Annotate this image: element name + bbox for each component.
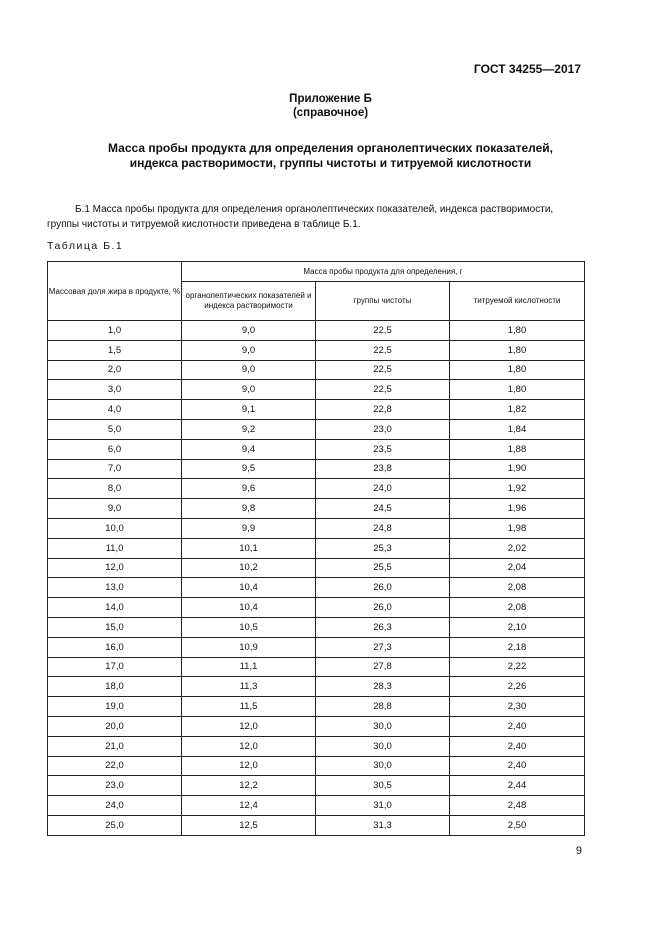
cell-organoleptic: 9,2 [182, 419, 316, 439]
cell-titratable-acidity: 2,40 [450, 736, 585, 756]
table-row [48, 479, 585, 499]
cell-purity-group: 30,0 [316, 736, 450, 756]
cell-titratable-acidity: 2,22 [450, 657, 585, 677]
cell-organoleptic: 11,1 [182, 657, 316, 677]
cell-organoleptic: 12,0 [182, 736, 316, 756]
table-row [48, 499, 585, 519]
table-row [48, 637, 585, 657]
cell-organoleptic: 9,8 [182, 499, 316, 519]
cell-purity-group: 27,3 [316, 637, 450, 657]
cell-titratable-acidity: 2,10 [450, 617, 585, 637]
table-row [48, 360, 585, 380]
intro-paragraph: Б.1 Масса пробы продукта для определения органолептических показателей, индекса растворимости, группы чистоты и титруемой кислотности приведена в таблице Б.1. [47, 204, 554, 230]
cell-purity-group: 26,0 [316, 578, 450, 598]
table-row [48, 439, 585, 459]
cell-organoleptic: 10,5 [182, 617, 316, 637]
header-purity-group: группы чистоты [316, 282, 450, 321]
cell-titratable-acidity: 1,82 [450, 400, 585, 420]
cell-purity-group: 23,0 [316, 419, 450, 439]
cell-titratable-acidity: 2,40 [450, 756, 585, 776]
cell-organoleptic: 10,4 [182, 598, 316, 618]
cell-fat-fraction: 11,0 [48, 538, 182, 558]
table-row [48, 380, 585, 400]
cell-organoleptic: 12,0 [182, 756, 316, 776]
cell-organoleptic: 9,1 [182, 400, 316, 420]
cell-titratable-acidity: 2,08 [450, 598, 585, 618]
table-row [48, 776, 585, 796]
table-row [48, 518, 585, 538]
cell-purity-group: 30,5 [316, 776, 450, 796]
cell-titratable-acidity: 1,80 [450, 380, 585, 400]
cell-titratable-acidity: 1,80 [450, 340, 585, 360]
cell-titratable-acidity: 2,08 [450, 578, 585, 598]
table-label: Таблица Б.1 [47, 240, 124, 252]
cell-titratable-acidity: 1,80 [450, 321, 585, 341]
table-row [48, 459, 585, 479]
cell-titratable-acidity: 2,48 [450, 796, 585, 816]
table-row [48, 617, 585, 637]
table-row [48, 657, 585, 677]
cell-purity-group: 22,5 [316, 360, 450, 380]
cell-purity-group: 24,0 [316, 479, 450, 499]
cell-purity-group: 31,3 [316, 815, 450, 835]
cell-organoleptic: 9,4 [182, 439, 316, 459]
cell-organoleptic: 11,5 [182, 697, 316, 717]
cell-titratable-acidity: 1,80 [450, 360, 585, 380]
cell-fat-fraction: 3,0 [48, 380, 182, 400]
cell-fat-fraction: 6,0 [48, 439, 182, 459]
cell-fat-fraction: 24,0 [48, 796, 182, 816]
header-fat-fraction: Массовая доля жира в продукте, % [48, 262, 182, 321]
cell-fat-fraction: 1,0 [48, 321, 182, 341]
cell-fat-fraction: 9,0 [48, 499, 182, 519]
cell-fat-fraction: 18,0 [48, 677, 182, 697]
cell-organoleptic: 11,3 [182, 677, 316, 697]
appendix-subtitle: (справочное) [292, 107, 369, 119]
cell-fat-fraction: 23,0 [48, 776, 182, 796]
cell-fat-fraction: 2,0 [48, 360, 182, 380]
cell-titratable-acidity: 1,84 [450, 419, 585, 439]
cell-purity-group: 23,8 [316, 459, 450, 479]
cell-fat-fraction: 15,0 [48, 617, 182, 637]
cell-titratable-acidity: 2,50 [450, 815, 585, 835]
table-row [48, 736, 585, 756]
cell-organoleptic: 12,5 [182, 815, 316, 835]
table-row [48, 716, 585, 736]
cell-purity-group: 25,3 [316, 538, 450, 558]
cell-titratable-acidity: 1,98 [450, 518, 585, 538]
cell-organoleptic: 12,4 [182, 796, 316, 816]
cell-purity-group: 24,8 [316, 518, 450, 538]
appendix-heading [0, 92, 661, 120]
cell-purity-group: 22,8 [316, 400, 450, 420]
cell-organoleptic: 9,9 [182, 518, 316, 538]
cell-fat-fraction: 10,0 [48, 518, 182, 538]
table-row [48, 538, 585, 558]
document-title [0, 141, 661, 171]
cell-organoleptic: 10,1 [182, 538, 316, 558]
cell-fat-fraction: 21,0 [48, 736, 182, 756]
cell-organoleptic: 9,0 [182, 321, 316, 341]
standard-number: ГОСТ 34255—2017 [473, 62, 581, 76]
sample-mass-table [47, 261, 585, 836]
cell-purity-group: 22,5 [316, 340, 450, 360]
header-titratable-acidity: титруемой кислотности [450, 282, 585, 321]
title-line-2: индекса растворимости, группы чистоты и титруемой кислотности [129, 156, 532, 170]
cell-titratable-acidity: 2,44 [450, 776, 585, 796]
header-sample-mass-group: Масса пробы продукта для определения, г [182, 262, 585, 282]
cell-purity-group: 25,5 [316, 558, 450, 578]
cell-fat-fraction: 17,0 [48, 657, 182, 677]
cell-fat-fraction: 20,0 [48, 716, 182, 736]
cell-titratable-acidity: 2,40 [450, 716, 585, 736]
cell-titratable-acidity: 2,18 [450, 637, 585, 657]
cell-fat-fraction: 19,0 [48, 697, 182, 717]
cell-purity-group: 27,8 [316, 657, 450, 677]
cell-titratable-acidity: 2,02 [450, 538, 585, 558]
cell-organoleptic: 9,5 [182, 459, 316, 479]
cell-organoleptic: 9,6 [182, 479, 316, 499]
header-organoleptic: органолептических показателей и индекса растворимости [182, 282, 316, 321]
cell-purity-group: 22,5 [316, 321, 450, 341]
cell-purity-group: 26,3 [316, 617, 450, 637]
cell-organoleptic: 9,0 [182, 360, 316, 380]
cell-titratable-acidity: 2,30 [450, 697, 585, 717]
cell-fat-fraction: 4,0 [48, 400, 182, 420]
cell-fat-fraction: 14,0 [48, 598, 182, 618]
cell-fat-fraction: 25,0 [48, 815, 182, 835]
table-body [48, 321, 585, 836]
table-row [48, 321, 585, 341]
cell-purity-group: 23,5 [316, 439, 450, 459]
table-row [48, 558, 585, 578]
cell-fat-fraction: 16,0 [48, 637, 182, 657]
table-row [48, 400, 585, 420]
cell-titratable-acidity: 1,90 [450, 459, 585, 479]
cell-purity-group: 28,3 [316, 677, 450, 697]
cell-organoleptic: 12,0 [182, 716, 316, 736]
cell-purity-group: 30,0 [316, 716, 450, 736]
cell-organoleptic: 10,9 [182, 637, 316, 657]
cell-organoleptic: 10,2 [182, 558, 316, 578]
cell-purity-group: 26,0 [316, 598, 450, 618]
title-line-1: Масса пробы продукта для определения органолептических показателей, [108, 141, 553, 155]
cell-organoleptic: 12,2 [182, 776, 316, 796]
table-row [48, 815, 585, 835]
table-row [48, 578, 585, 598]
cell-titratable-acidity: 2,26 [450, 677, 585, 697]
cell-titratable-acidity: 2,04 [450, 558, 585, 578]
table-row [48, 756, 585, 776]
table-row [48, 677, 585, 697]
cell-organoleptic: 9,0 [182, 340, 316, 360]
table-row [48, 697, 585, 717]
appendix-title: Приложение Б [289, 93, 372, 105]
cell-fat-fraction: 12,0 [48, 558, 182, 578]
cell-fat-fraction: 5,0 [48, 419, 182, 439]
cell-fat-fraction: 1,5 [48, 340, 182, 360]
cell-fat-fraction: 8,0 [48, 479, 182, 499]
cell-fat-fraction: 7,0 [48, 459, 182, 479]
cell-purity-group: 22,5 [316, 380, 450, 400]
table-row [48, 796, 585, 816]
cell-titratable-acidity: 1,92 [450, 479, 585, 499]
table-header [48, 262, 585, 321]
cell-purity-group: 24,5 [316, 499, 450, 519]
cell-purity-group: 30,0 [316, 756, 450, 776]
cell-purity-group: 31,0 [316, 796, 450, 816]
page-number: 9 [575, 845, 582, 857]
cell-fat-fraction: 13,0 [48, 578, 182, 598]
cell-titratable-acidity: 1,96 [450, 499, 585, 519]
cell-fat-fraction: 22,0 [48, 756, 182, 776]
cell-organoleptic: 9,0 [182, 380, 316, 400]
cell-purity-group: 28,8 [316, 697, 450, 717]
table-row [48, 340, 585, 360]
table-row [48, 419, 585, 439]
table-row [48, 598, 585, 618]
cell-titratable-acidity: 1,88 [450, 439, 585, 459]
cell-organoleptic: 10,4 [182, 578, 316, 598]
